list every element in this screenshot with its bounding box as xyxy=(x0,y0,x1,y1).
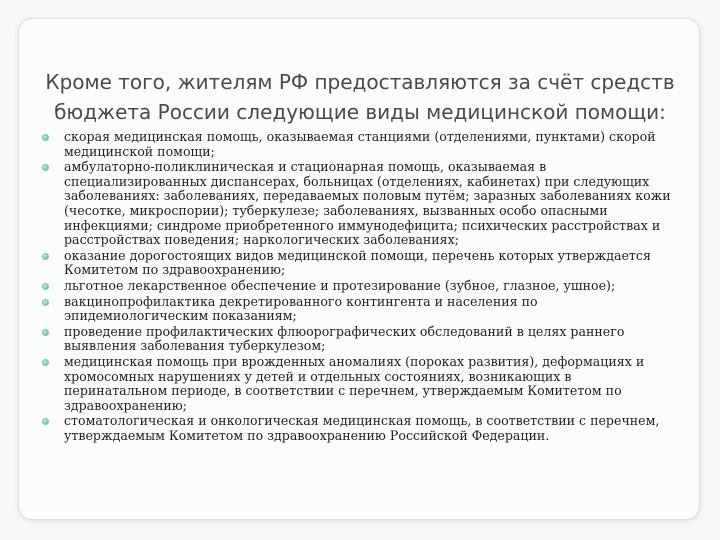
slide-title xyxy=(40,67,680,127)
bullet-icon xyxy=(42,253,49,260)
list-item xyxy=(42,279,678,294)
bullet-icon xyxy=(42,329,49,336)
bullet-icon xyxy=(42,164,49,171)
list-item-text: медицинская помощь при врожденных аномалиях (пороках развития), деформациях и хромосомных нарушениях у детей и отдельных состояниях, возникающих в перинатальном периоде, в соответствии с перечнем, утверждаемым Комитетом по здравоохранению; xyxy=(64,353,645,413)
bullet-icon xyxy=(42,283,49,290)
title-line-2: бюджета России следующие виды медицинской помощи: xyxy=(54,100,666,124)
bullet-icon xyxy=(42,134,49,141)
list-item-text: вакцинопрофилактика декретированного контингента и населения по эпидемиологическим показаниям; xyxy=(64,293,538,324)
bullet-list xyxy=(42,130,678,444)
bullet-icon xyxy=(42,299,49,306)
list-item-text: стоматологическая и онкологическая медицинская помощь, в соответствии с перечнем, утверждаемым Комитетом по здравоохранению Российской Федерации. xyxy=(64,413,660,443)
list-item xyxy=(42,414,678,443)
bullet-icon xyxy=(42,359,49,366)
title-line-1: Кроме того, жителям РФ предоставляются за счёт средств xyxy=(45,70,675,94)
list-item xyxy=(42,130,678,159)
list-item-text: льготное лекарственное обеспечение и протезирование (зубное, глазное, ушное); xyxy=(64,277,616,293)
list-item xyxy=(42,249,678,278)
list-item-text: скорая медицинская помощь, оказываемая станциями (отделениями, пунктами) скорой медицинской помощи; xyxy=(64,129,656,159)
list-item xyxy=(42,355,678,413)
list-item-text: оказание дорогостоящих видов медицинской помощи, перечень которых утверждается Комитетом по здравоохранению; xyxy=(64,247,651,278)
bullet-icon xyxy=(42,418,49,425)
list-item xyxy=(42,295,678,324)
list-item-text: амбулаторно-поликлиническая и стационарная помощь, оказываемая в специализированных диспансерах, больницах (отделениях, кабинетах) при следующих заболеваниях: заболеваниях, передаваемых половым путём; заразных заболеваниях кожи (чесотке, микроспории); туберкулезе; заболеваниях, вызванных особо опасными инфекциями; синдроме приобретенного иммунодефицита; психических расстройствах и расстройствах поведения; наркологических заболеваниях; xyxy=(64,159,671,248)
list-item xyxy=(42,325,678,354)
list-item-text: проведение профилактических флюорографических обследований в целях раннего выявления заболевания туберкулезом; xyxy=(64,323,625,354)
list-item xyxy=(42,160,678,248)
